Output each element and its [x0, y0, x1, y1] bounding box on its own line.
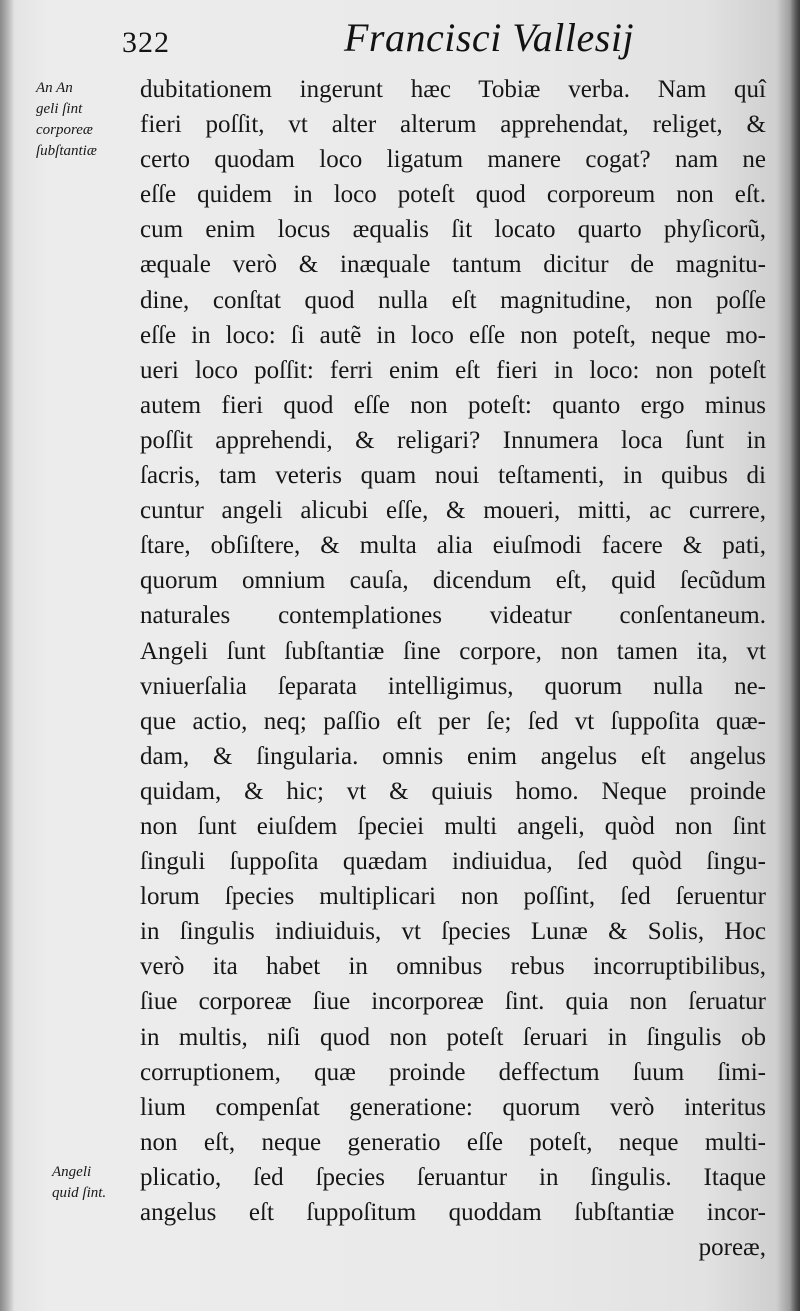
text-line: in multis, niſi quod non poteſt ſeruari in ſingulis ob: [140, 1023, 766, 1051]
text-line: que actio, neq; paſſio eſt per ſe; ſed vt ſuppoſita quæ-: [140, 707, 766, 735]
text-line: lium compenſat generatione: quorum verò interitus: [140, 1093, 766, 1121]
text-line: cum enim locus æqualis ſit locato quarto phyſicorũ,: [140, 216, 766, 244]
gutter-shadow: [0, 0, 14, 1311]
text-line-catchword: poreæ,: [698, 1234, 766, 1262]
margin-note-line: An An: [36, 80, 73, 96]
text-line: quorum omnium cauſa, dicendum eſt, quid ſecũdum: [140, 567, 766, 595]
margin-note-what-angels-are: [52, 1162, 148, 1204]
text-line: Angeli ſunt ſubſtantiæ ſine corpore, non tamen ita, vt: [140, 637, 766, 665]
text-line: corruptionem, quæ proinde deffectum ſuum ſimi-: [140, 1058, 766, 1086]
margin-note-line: geli ſint: [36, 101, 83, 117]
margin-note-line: quid ſint.: [52, 1185, 107, 1201]
margin-note-line: corporeæ: [36, 122, 93, 138]
text-line: plicatio, ſed ſpecies ſeruantur in ſingulis. Itaque: [140, 1163, 766, 1191]
text-line: ueri loco poſſit: ferri enim eſt fieri in loco: non poteſt: [140, 356, 766, 384]
text-line: certo quodam loco ligatum manere cogat? nam ne: [140, 146, 766, 174]
page-edge-shadow: [790, 0, 800, 1311]
page-header: [0, 8, 800, 68]
text-line: non ſunt eiuſdem ſpeciei multi angeli, quòd non ſint: [140, 812, 766, 840]
text-line: quidam, & hic; vt & quiuis homo. Neque proinde: [140, 777, 766, 805]
running-head: Francisci Vallesij: [344, 15, 635, 60]
body-text: [140, 72, 766, 1265]
margin-note-line: ſubſtantiæ: [36, 143, 97, 159]
text-line: eſſe in loco: ſi autẽ in loco eſſe non poteſt, neque mo-: [140, 321, 766, 349]
text-line: lorum ſpecies multiplicari non poſſint, ſed ſeruentur: [140, 883, 766, 911]
text-line: verò ita habet in omnibus rebus incorruptibilibus,: [140, 953, 766, 981]
text-line: non eſt, neque generatio eſſe poteſt, neque multi-: [140, 1128, 766, 1156]
margin-note-angels-corporeal: [36, 78, 132, 162]
text-line: ſtare, obſiſtere, & multa alia eiuſmodi facere & pati,: [140, 532, 766, 560]
text-line: cuntur angeli alicubi eſſe, & moueri, mitti, ac currere,: [140, 497, 766, 525]
text-line: in ſingulis indiuiduis, vt ſpecies Lunæ & Solis, Hoc: [140, 918, 766, 946]
text-line: eſſe quidem in loco poteſt quod corporeum non eſt.: [140, 181, 766, 209]
text-line: naturales contemplationes videatur conſentaneum.: [140, 602, 766, 630]
text-line: æquale verò & inæquale tantum dicitur de magnitu-: [140, 251, 766, 279]
text-line: fieri poſſit, vt alter alterum apprehendat, religet, &: [140, 111, 766, 139]
text-line: ſinguli ſuppoſita quædam indiuidua, ſed quòd ſingu-: [140, 848, 766, 876]
text-line: poſſit apprehendi, & religari? Innumera loca ſunt in: [140, 426, 766, 454]
text-line: dubitationem ingerunt hæc Tobiæ verba. Nam quî: [140, 76, 766, 103]
text-line: dam, & ſingularia. omnis enim angelus eſt angelus: [140, 742, 766, 770]
text-line: dine, conſtat quod nulla eſt magnitudine, non poſſe: [140, 286, 766, 314]
text-line: ſiue corporeæ ſiue incorporeæ ſint. quia non ſeruatur: [140, 988, 766, 1016]
margin-note-line: Angeli: [52, 1164, 92, 1180]
text-line: autem fieri quod eſſe non poteſt: quanto ergo minus: [140, 391, 766, 419]
text-line: ſacris, tam veteris quam noui teſtamenti, in quibus di: [140, 462, 766, 490]
text-line: vniuerſalia ſeparata intelligimus, quorum nulla ne-: [140, 672, 766, 700]
page-number: 322: [122, 26, 170, 59]
text-line: angelus eſt ſuppoſitum quoddam ſubſtantiæ incor-: [140, 1199, 766, 1226]
